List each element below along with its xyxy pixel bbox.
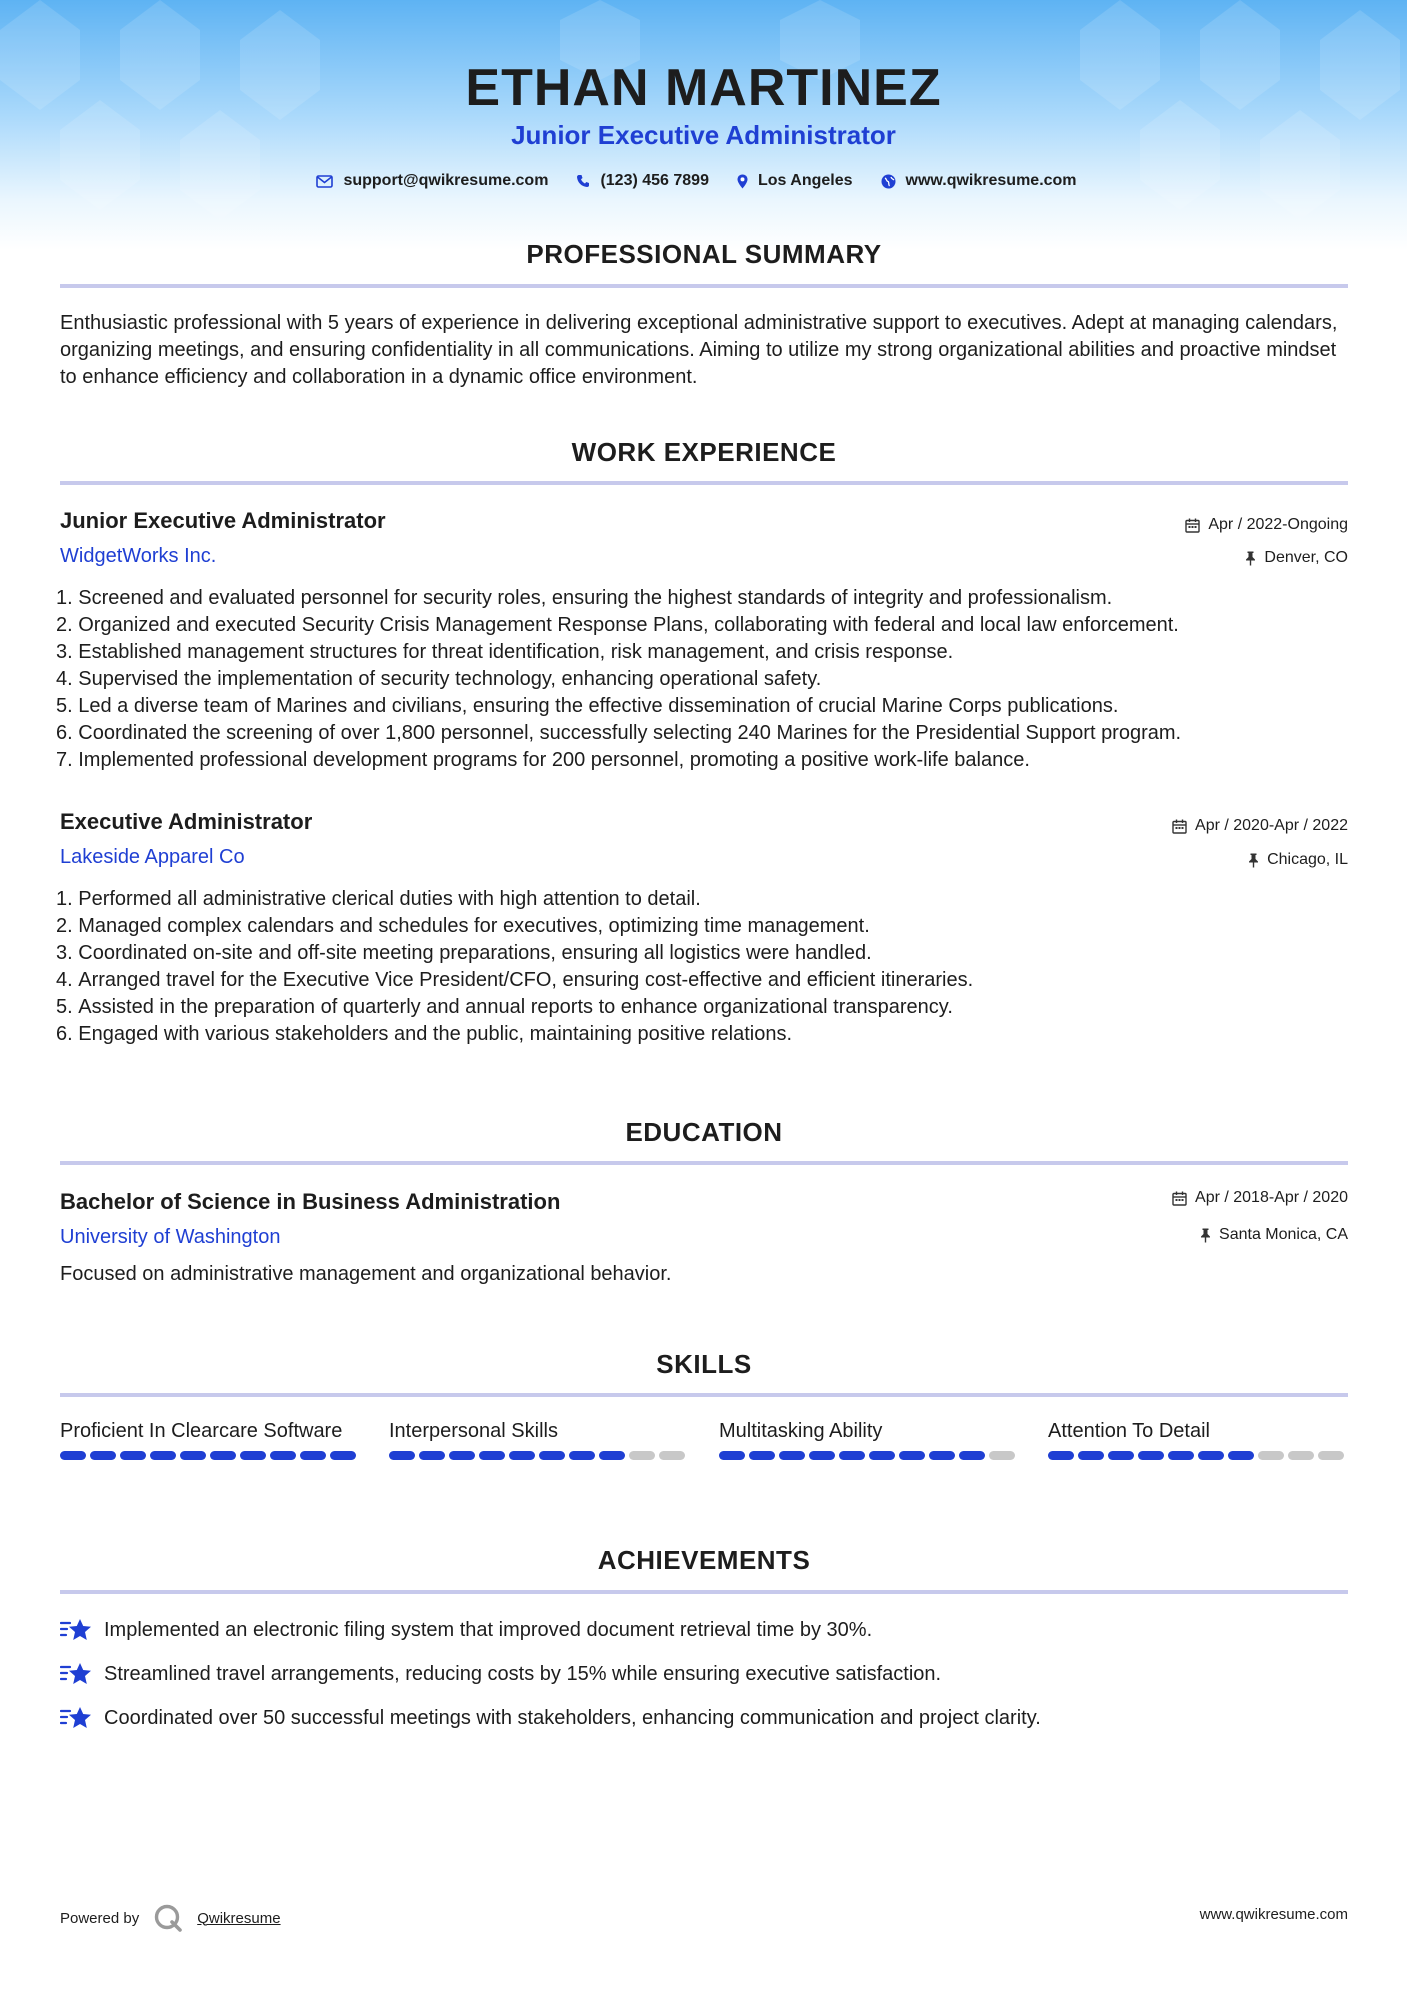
experience-heading: WORK EXPERIENCE xyxy=(571,437,837,467)
job-1-title: Junior Executive Administrator xyxy=(60,508,386,533)
email-text: support@qwikresume.com xyxy=(343,172,549,189)
education-school: University of Washington xyxy=(60,1226,281,1248)
skills-divider xyxy=(60,1393,1348,1397)
brand-link[interactable]: Qwikresume xyxy=(197,1909,281,1927)
summary-text: Enthusiastic professional with 5 years of experience in delivering exceptional administrative support to executives. Adept at managing calendars, organizing meetings, and ensuring confidentiality in all communications. Aiming to utilize my strong organizational abilities and proactive mindset to enhance efficiency and collaboration in a dynamic office environment. xyxy=(60,312,1338,388)
summary-heading: PROFESSIONAL SUMMARY xyxy=(526,239,882,269)
achievement-item xyxy=(60,1660,941,1688)
skill-segment-filled xyxy=(479,1451,505,1460)
education-heading: EDUCATION xyxy=(625,1117,783,1147)
skill-level-bar xyxy=(1048,1451,1348,1460)
skill-name: Multitasking Ability xyxy=(719,1420,883,1442)
list-item: 4. Supervised the implementation of security technology, enhancing operational safety. xyxy=(56,666,1356,693)
job-2-location-text: Chicago, IL xyxy=(1267,851,1348,868)
skill-segment-filled xyxy=(1108,1451,1134,1460)
duty-text: Implemented professional development programs for 200 personnel, promoting a positive work-life balance. xyxy=(78,749,1030,771)
skill-segment-filled xyxy=(240,1451,266,1460)
job-1-dates-text: Apr / 2022-Ongoing xyxy=(1208,516,1348,533)
duty-text: Arranged travel for the Executive Vice President/CFO, ensuring cost-effective and efficient itineraries. xyxy=(78,969,974,991)
skill-level-bar xyxy=(389,1451,689,1460)
skill-segment-filled xyxy=(1048,1451,1074,1460)
star-badge-icon xyxy=(60,1704,92,1732)
candidate-name: ETHAN MARTINEZ xyxy=(465,59,942,117)
powered-by-label: Powered by xyxy=(60,1909,140,1927)
skill-segment-filled xyxy=(330,1451,356,1460)
list-item: 6. Coordinated the screening of over 1,800 personnel, successfully selecting 240 Marines for the Presidential Support program. xyxy=(56,720,1356,747)
pushpin-icon xyxy=(1248,853,1259,868)
education-dates xyxy=(1172,1189,1348,1207)
skill-segment-filled xyxy=(300,1451,326,1460)
job-2-duties xyxy=(56,886,1356,1048)
skills-heading: SKILLS xyxy=(656,1349,752,1379)
skill-segment-filled xyxy=(569,1451,595,1460)
skill-level-bar xyxy=(60,1451,360,1460)
duty-text: Supervised the implementation of security technology, enhancing operational safety. xyxy=(78,668,822,690)
job-2-title: Executive Administrator xyxy=(60,809,313,834)
qwikresume-logo-icon xyxy=(153,1903,183,1933)
education-dates-text: Apr / 2018-Apr / 2020 xyxy=(1195,1189,1348,1206)
skill-segment-filled xyxy=(1138,1451,1164,1460)
skill-segment-filled xyxy=(1198,1451,1224,1460)
contact-email[interactable] xyxy=(316,172,548,190)
skill-segment-filled xyxy=(120,1451,146,1460)
skill-segment-empty xyxy=(1258,1451,1284,1460)
job-2-dates xyxy=(1172,817,1348,835)
skill-segment-filled xyxy=(539,1451,565,1460)
skill-segment-filled xyxy=(180,1451,206,1460)
skill-segment-filled xyxy=(929,1451,955,1460)
envelope-icon xyxy=(316,175,333,188)
skill-segment-filled xyxy=(90,1451,116,1460)
globe-icon xyxy=(881,174,896,189)
list-item: 2. Managed complex calendars and schedules for executives, optimizing time management. xyxy=(56,913,1356,940)
skill-item xyxy=(719,1418,1019,1460)
skill-segment-filled xyxy=(959,1451,985,1460)
contact-bar xyxy=(0,172,1407,190)
contact-website[interactable] xyxy=(881,172,1077,190)
summary-divider xyxy=(60,284,1348,288)
pushpin-icon xyxy=(1245,551,1256,566)
duty-text: Assisted in the preparation of quarterly and annual reports to enhance organizational transparency. xyxy=(78,996,953,1018)
skill-segment-filled xyxy=(1078,1451,1104,1460)
duty-text: Led a diverse team of Marines and civilians, ensuring the effective dissemination of crucial Marine Corps publications. xyxy=(78,695,1119,717)
skill-segment-filled xyxy=(749,1451,775,1460)
skill-segment-filled xyxy=(899,1451,925,1460)
skill-name: Proficient In Clearcare Software xyxy=(60,1420,343,1442)
list-item: 1. Screened and evaluated personnel for security roles, ensuring the highest standards of integrity and professionalism. xyxy=(56,585,1356,612)
calendar-icon xyxy=(1172,819,1187,834)
skill-segment-filled xyxy=(509,1451,535,1460)
skill-segment-filled xyxy=(210,1451,236,1460)
star-badge-icon xyxy=(60,1616,92,1644)
skill-segment-filled xyxy=(270,1451,296,1460)
skill-segment-filled xyxy=(809,1451,835,1460)
duty-text: Performed all administrative clerical duties with high attention to detail. xyxy=(78,888,701,910)
skill-segment-empty xyxy=(989,1451,1015,1460)
job-2-company: Lakeside Apparel Co xyxy=(60,846,245,868)
skill-segment-empty xyxy=(629,1451,655,1460)
pushpin-icon xyxy=(1200,1228,1211,1243)
location-text: Los Angeles xyxy=(757,172,853,189)
education-description: Focused on administrative management and organizational behavior. xyxy=(60,1263,672,1285)
skill-segment-empty xyxy=(659,1451,685,1460)
skill-segment-filled xyxy=(150,1451,176,1460)
achievement-text: Streamlined travel arrangements, reducing costs by 15% while ensuring executive satisfaction. xyxy=(104,1662,942,1685)
achievement-text: Coordinated over 50 successful meetings with stakeholders, enhancing communication and project clarity. xyxy=(104,1706,1041,1729)
skill-segment-filled xyxy=(599,1451,625,1460)
education-degree: Bachelor of Science in Business Administration xyxy=(60,1189,561,1214)
duty-text: Organized and executed Security Crisis Management Response Plans, collaborating with federal and local law enforcement. xyxy=(78,614,1179,636)
skill-segment-empty xyxy=(1288,1451,1314,1460)
list-item: 5. Assisted in the preparation of quarterly and annual reports to enhance organizational transparency. xyxy=(56,994,1356,1021)
job-2-dates-text: Apr / 2020-Apr / 2022 xyxy=(1195,817,1348,834)
list-item: 6. Engaged with various stakeholders and the public, maintaining positive relations. xyxy=(56,1021,1356,1048)
duty-text: Screened and evaluated personnel for security roles, ensuring the highest standards of integrity and professionalism. xyxy=(78,587,1113,609)
skill-level-bar xyxy=(719,1451,1019,1460)
duty-text: Established management structures for threat identification, risk management, and crisis response. xyxy=(78,641,954,663)
job-1-company: WidgetWorks Inc. xyxy=(60,545,217,567)
duty-text: Coordinated the screening of over 1,800 personnel, successfully selecting 240 Marines for the Presidential Support program. xyxy=(78,722,1182,744)
skill-segment-filled xyxy=(1168,1451,1194,1460)
education-location-text: Santa Monica, CA xyxy=(1219,1226,1348,1243)
list-item: 1. Performed all administrative clerical duties with high attention to detail. xyxy=(56,886,1356,913)
job-1-duties xyxy=(56,585,1356,774)
job-2-location xyxy=(1248,851,1348,869)
education-divider xyxy=(60,1161,1348,1165)
phone-text: (123) 456 7899 xyxy=(600,172,709,189)
skill-item xyxy=(60,1418,360,1460)
calendar-icon xyxy=(1172,1191,1187,1206)
skill-name: Attention To Detail xyxy=(1048,1420,1210,1442)
map-pin-icon xyxy=(737,174,748,189)
list-item: 5. Led a diverse team of Marines and civilians, ensuring the effective dissemination of crucial Marine Corps publications. xyxy=(56,693,1356,720)
achievements-divider xyxy=(60,1590,1348,1594)
star-badge-icon xyxy=(60,1660,92,1688)
job-1-location-text: Denver, CO xyxy=(1264,549,1348,566)
list-item: 3. Coordinated on-site and off-site meeting preparations, ensuring all logistics were handled. xyxy=(56,940,1356,967)
experience-divider xyxy=(60,481,1348,485)
skill-name: Interpersonal Skills xyxy=(389,1420,558,1442)
skill-segment-filled xyxy=(719,1451,745,1460)
footer-powered-by xyxy=(60,1903,281,1933)
job-1-location xyxy=(1245,549,1348,567)
skill-segment-filled xyxy=(60,1451,86,1460)
skill-segment-filled xyxy=(839,1451,865,1460)
achievements-heading: ACHIEVEMENTS xyxy=(597,1545,811,1575)
list-item: 4. Arranged travel for the Executive Vice President/CFO, ensuring cost-effective and efficient itineraries. xyxy=(56,967,1356,994)
skill-segment-empty xyxy=(1318,1451,1344,1460)
skill-segment-filled xyxy=(389,1451,415,1460)
footer-website[interactable]: www.qwikresume.com xyxy=(1199,1906,1348,1923)
skill-item xyxy=(389,1418,689,1460)
duty-text: Managed complex calendars and schedules for executives, optimizing time management. xyxy=(78,915,870,937)
website-text: www.qwikresume.com xyxy=(905,172,1077,189)
candidate-title: Junior Executive Administrator xyxy=(511,120,896,150)
skill-segment-filled xyxy=(1228,1451,1254,1460)
list-item: 2. Organized and executed Security Crisis Management Response Plans, collaborating with federal and local law enforcement. xyxy=(56,612,1356,639)
achievement-item xyxy=(60,1616,872,1644)
skill-segment-filled xyxy=(419,1451,445,1460)
skill-segment-filled xyxy=(869,1451,895,1460)
list-item: 7. Implemented professional development programs for 200 personnel, promoting a positive work-life balance. xyxy=(56,747,1356,774)
duty-text: Engaged with various stakeholders and the public, maintaining positive relations. xyxy=(78,1023,793,1045)
job-1-dates xyxy=(1185,516,1348,534)
skill-segment-filled xyxy=(449,1451,475,1460)
phone-icon xyxy=(576,174,590,188)
list-item: 3. Established management structures for threat identification, risk management, and crisis response. xyxy=(56,639,1356,666)
duty-text: Coordinated on-site and off-site meeting preparations, ensuring all logistics were handled. xyxy=(78,942,872,964)
calendar-icon xyxy=(1185,518,1200,533)
skill-item xyxy=(1048,1418,1348,1460)
skill-segment-filled xyxy=(779,1451,805,1460)
achievement-text: Implemented an electronic filing system that improved document retrieval time by 30%. xyxy=(104,1618,873,1641)
contact-location xyxy=(737,172,853,190)
education-location xyxy=(1200,1226,1348,1244)
contact-phone[interactable] xyxy=(576,172,709,190)
achievement-item xyxy=(60,1704,1041,1732)
